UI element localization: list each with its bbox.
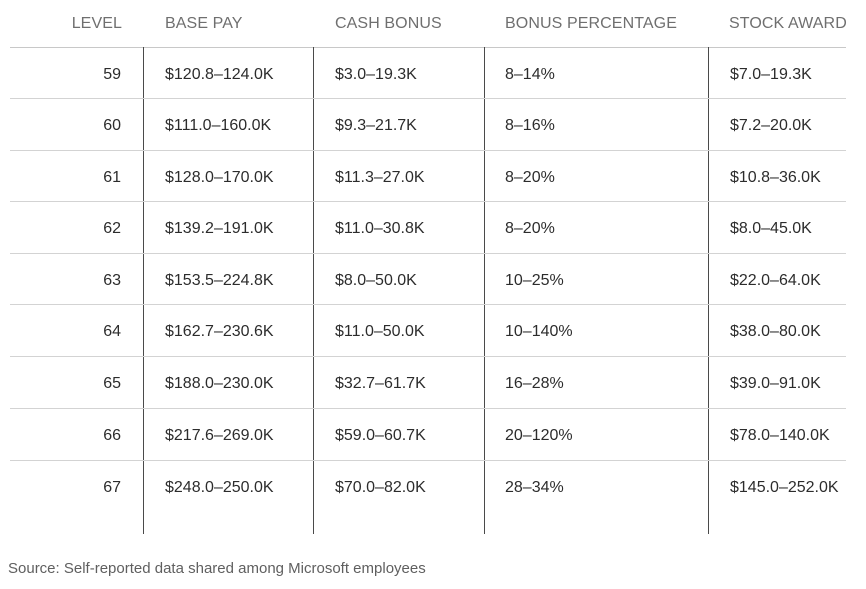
cell-level: 59	[103, 66, 121, 83]
table-row	[0, 357, 866, 409]
cell-stock-award: $10.8–36.0K	[730, 169, 821, 186]
table-row	[0, 202, 866, 254]
cell-level: 60	[103, 117, 121, 134]
cell-cash-bonus: $11.0–50.0K	[335, 323, 425, 340]
cell-stock-award: $7.0–19.3K	[730, 66, 812, 83]
cell-base-pay: $188.0–230.0K	[165, 375, 274, 392]
cell-cash-bonus: $11.0–30.8K	[335, 220, 425, 237]
cell-base-pay: $162.7–230.6K	[165, 323, 274, 340]
cell-cash-bonus: $70.0–82.0K	[335, 479, 426, 496]
cell-cash-bonus: $9.3–21.7K	[335, 117, 417, 134]
cell-level: 62	[103, 220, 121, 237]
cell-cash-bonus: $3.0–19.3K	[335, 66, 417, 83]
cell-cash-bonus: $11.3–27.0K	[335, 169, 425, 186]
table-row	[0, 254, 866, 306]
cell-bonus-percentage: 20–120%	[505, 427, 573, 444]
cell-base-pay: $128.0–170.0K	[165, 169, 274, 186]
cell-bonus-percentage: 16–28%	[505, 375, 564, 392]
cell-bonus-percentage: 8–20%	[505, 220, 555, 237]
cell-cash-bonus: $32.7–61.7K	[335, 375, 426, 392]
cell-bonus-percentage: 10–25%	[505, 272, 564, 289]
cell-stock-award: $7.2–20.0K	[730, 117, 812, 134]
cell-bonus-percentage: 10–140%	[505, 323, 573, 340]
cell-base-pay: $217.6–269.0K	[165, 427, 274, 444]
header-base-pay: BASE PAY	[165, 15, 243, 32]
table-row	[0, 461, 866, 534]
table-row	[0, 409, 866, 461]
cell-base-pay: $111.0–160.0K	[165, 117, 272, 134]
cell-base-pay: $120.8–124.0K	[165, 66, 274, 83]
cell-base-pay: $139.2–191.0K	[165, 220, 274, 237]
cell-level: 61	[103, 169, 121, 186]
cell-level: 65	[103, 375, 121, 392]
header-level: LEVEL	[71, 15, 122, 32]
header-stock-award: STOCK AWARD	[729, 15, 847, 32]
table-row	[0, 99, 866, 151]
cell-stock-award: $39.0–91.0K	[730, 375, 821, 392]
cell-stock-award: $8.0–45.0K	[730, 220, 812, 237]
cell-cash-bonus: $8.0–50.0K	[335, 272, 417, 289]
cell-bonus-percentage: 8–14%	[505, 66, 555, 83]
cell-stock-award: $78.0–140.0K	[730, 427, 830, 444]
cell-stock-award: $38.0–80.0K	[730, 323, 821, 340]
cell-base-pay: $248.0–250.0K	[165, 479, 274, 496]
cell-level: 64	[103, 323, 121, 340]
cell-level: 63	[103, 272, 121, 289]
table-row	[0, 151, 866, 203]
cell-level: 67	[103, 479, 121, 496]
cell-stock-award: $22.0–64.0K	[730, 272, 821, 289]
cell-base-pay: $153.5–224.8K	[165, 272, 274, 289]
cell-bonus-percentage: 8–20%	[505, 169, 555, 186]
header-cash-bonus: CASH BONUS	[335, 15, 442, 32]
cell-bonus-percentage: 8–16%	[505, 117, 555, 134]
cell-bonus-percentage: 28–34%	[505, 479, 564, 496]
cell-cash-bonus: $59.0–60.7K	[335, 427, 426, 444]
table-row	[0, 48, 866, 100]
cell-level: 66	[103, 427, 121, 444]
cell-stock-award: $145.0–252.0K	[730, 479, 839, 496]
header-bonus-percentage: BONUS PERCENTAGE	[505, 15, 677, 32]
table-row	[0, 305, 866, 357]
source-note: Source: Self-reported data shared among Microsoft employees	[8, 560, 426, 577]
